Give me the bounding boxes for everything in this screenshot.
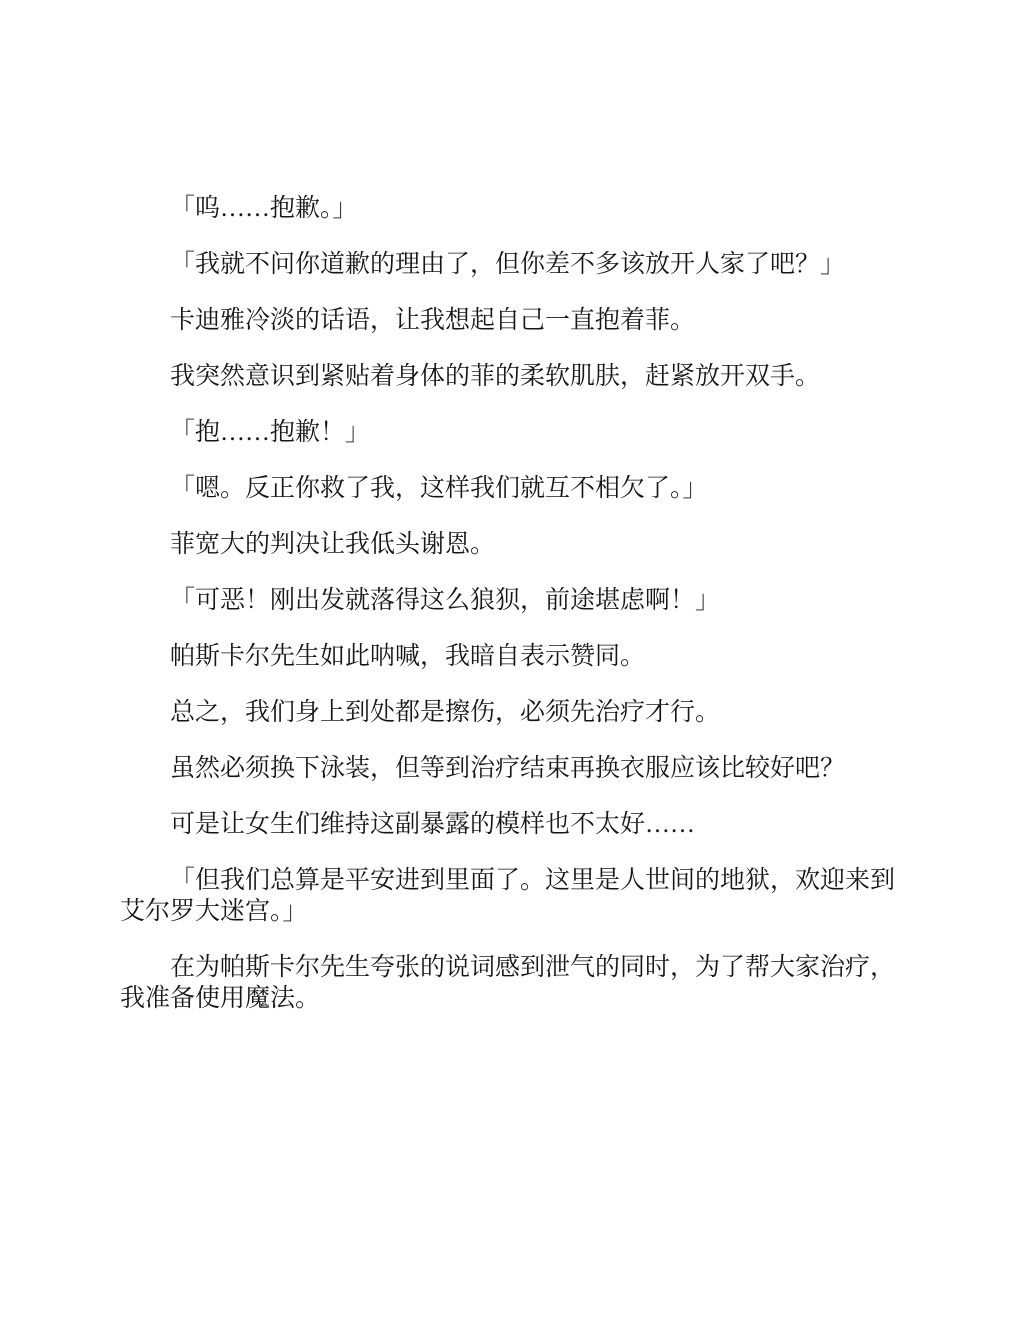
paragraph: 「抱……抱歉！」 [170,419,371,446]
paragraph: 虽然必须换下泳装，但等到治疗结束再换衣服应该比较好吧？ [170,755,846,782]
paragraph: 「但我们总算是平安进到里面了。这里是人世间的地狱，欢迎来到艾尔罗大迷宫。」 [120,867,896,925]
paragraph: 帕斯卡尔先生如此呐喊，我暗自表示赞同。 [170,643,646,670]
paragraph: 「我就不问你道歉的理由了，但你差不多该放开人家了吧？」 [170,251,846,278]
paragraph: 菲宽大的判决让我低头谢恩。 [170,531,496,558]
paragraph: 我突然意识到紧贴着身体的菲的柔软肌肤，赶紧放开双手。 [170,363,821,390]
paragraph: 「嗯。反正你救了我，这样我们就互不相欠了。」 [170,475,708,502]
paragraph: 「可恶！刚出发就落得这么狼狈，前途堪虑啊！」 [170,587,721,614]
paragraph: 在为帕斯卡尔先生夸张的说词感到泄气的同时，为了帮大家治疗，我准备使用魔法。 [120,954,896,1012]
paragraph: 「呜……抱歉。」 [170,195,358,222]
paragraph: 总之，我们身上到处都是擦伤，必须先治疗才行。 [170,699,721,726]
paragraph: 可是让女生们维持这副暴露的模样也不太好…… [170,811,696,838]
paragraph: 卡迪雅冷淡的话语，让我想起自己一直抱着菲。 [170,307,696,334]
